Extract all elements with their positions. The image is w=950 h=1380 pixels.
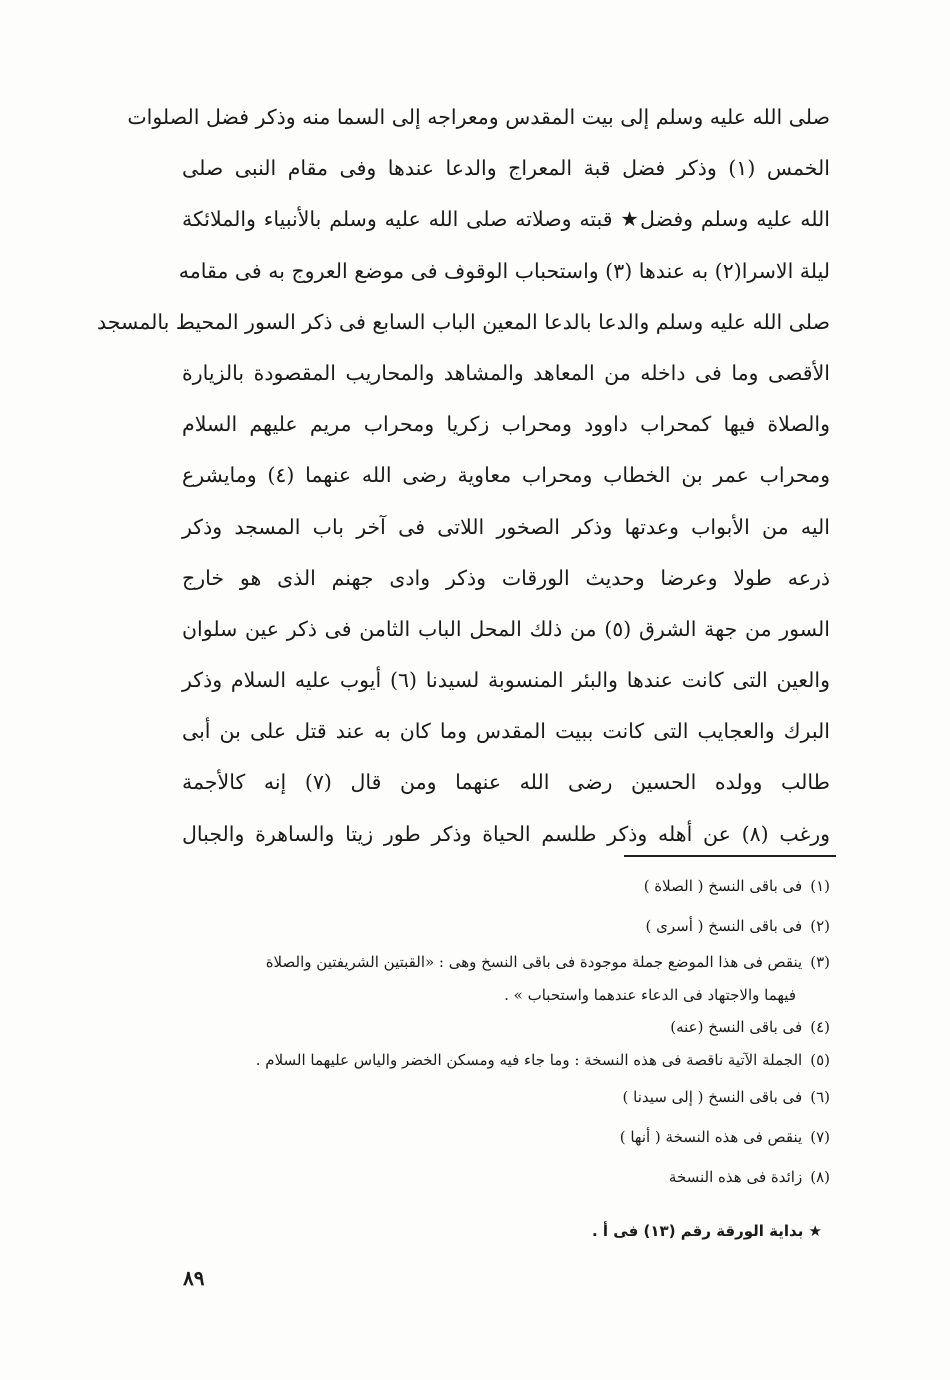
- text-line-12: والعين التى كانت عندها والبئر المنسوبة لسيدنا (٦) أيوب عليه السلام وذكر: [182, 668, 830, 693]
- text-line-5: صلى الله عليه وسلم والدعا بالدعا المعين الباب السابع فى ذكر السور المحيط بالمسجد: [97, 309, 830, 334]
- text-line-7: والصلاة فيها كمحراب داوود ومحراب زكريا ومحراب مريم عليهم السلام: [182, 412, 830, 437]
- footnote-8: [180, 1157, 830, 1197]
- footnote-text: الجملة الآتية ناقصة فى هذه النسخة : وما جاء فيه ومسكن الخضر والياس عليهما السلام .: [255, 1051, 803, 1069]
- text-line-10: ذرعه طولا وعرضا وحديث الورقات وذكر وادى جهنم الذى هو خارج: [182, 565, 830, 590]
- footnote-5: [180, 1044, 830, 1077]
- footnote-3: [180, 946, 830, 979]
- text-line-11: السور من جهة الشرق (٥) من ذلك المحل الباب الثامن فى ذكر عين سلوان: [182, 616, 830, 641]
- footnote-2: [180, 906, 830, 946]
- footnote-text: فى باقى النسخ ( إلى سيدنا ): [622, 1088, 803, 1106]
- footnote-7: [180, 1117, 830, 1157]
- footnote-text: ينقص فى هذا الموضع جملة موجودة فى باقى النسخ وهى : «القبتين الشريفتين والصلاة: [265, 953, 803, 971]
- footnote-number: (٣): [810, 953, 830, 971]
- text-line-13: البرك والعجايب التى كانت ببيت المقدس وما كان به عند قتل على بن أبى: [182, 719, 830, 744]
- text-line-3: الله عليه وسلم وفضل★ قبته وصلاته صلى الله عليه وسلم بالأنبياء والملائكة: [182, 207, 830, 232]
- footnote-number: (٤): [810, 1018, 830, 1036]
- main-text-block: [97, 92, 830, 860]
- footnote-divider: [624, 855, 836, 857]
- footnote-number: (٥): [810, 1051, 830, 1069]
- footnote-number: (٧): [810, 1128, 830, 1146]
- text-line-2: الخمس (١) وذكر فضل قبة المعراج والدعا عندها وفى مقام النبى صلى: [182, 156, 830, 181]
- footnotes-block: [180, 866, 830, 1197]
- footnote-number: (٢): [810, 917, 830, 935]
- footnote-1: [180, 866, 830, 906]
- footnote-6: [180, 1077, 830, 1117]
- footnote-text: فى باقى النسخ (عنه): [670, 1018, 803, 1036]
- footnote-3-continuation: فيهما والاجتهاد فى الدعاء عندهما واستحباب » .: [504, 986, 796, 1004]
- footnote-number: (٦): [810, 1088, 830, 1106]
- footnote-text: فى باقى النسخ ( الصلاة ): [643, 877, 803, 895]
- footnote-number: (٨): [810, 1168, 830, 1186]
- manuscript-folio-note: ★ بداية الورقة رقم (١٣) فى أ .: [592, 1222, 822, 1240]
- footnote-4: [180, 1011, 830, 1044]
- text-line-9: اليه من الأبواب وعدتها وذكر الصخور اللاتى فى آخر باب المسجد وذكر: [182, 514, 830, 539]
- text-line-14: طالب وولده الحسين رضى الله عنهما ومن قال (٧) إنه كالأجمة: [182, 770, 830, 795]
- text-line-8: ومحراب عمر بن الخطاب ومحراب معاوية رضى الله عنهما (٤) ومايشرع: [182, 463, 830, 488]
- text-line-15: ورغب (٨) عن أهله وذكر طلسم الحياة وذكر طور زيتا والساهرة والجبال: [182, 821, 830, 846]
- footnote-text: ينقص فى هذه النسخة ( أنها ): [619, 1128, 803, 1146]
- page-number: ٨٩: [183, 1266, 205, 1290]
- footnote-number: (١): [810, 877, 830, 895]
- text-line-4: ليلة الاسرا(٢) به عندها (٣) واستحباب الوقوف فى موضع العروج به فى مقامه: [178, 258, 830, 283]
- footnote-text: زائدة فى هذه النسخة: [668, 1168, 803, 1186]
- footnote-text: فى باقى النسخ ( أسرى ): [645, 917, 803, 935]
- text-line-1: صلى الله عليه وسلم إلى بيت المقدس ومعراجه إلى السما منه وذكر فضل الصلوات: [127, 105, 830, 129]
- text-line-6: الأقصى وما فى داخله من المعاهد والمشاهد والمحاريب المقصودة بالزيارة: [182, 360, 830, 385]
